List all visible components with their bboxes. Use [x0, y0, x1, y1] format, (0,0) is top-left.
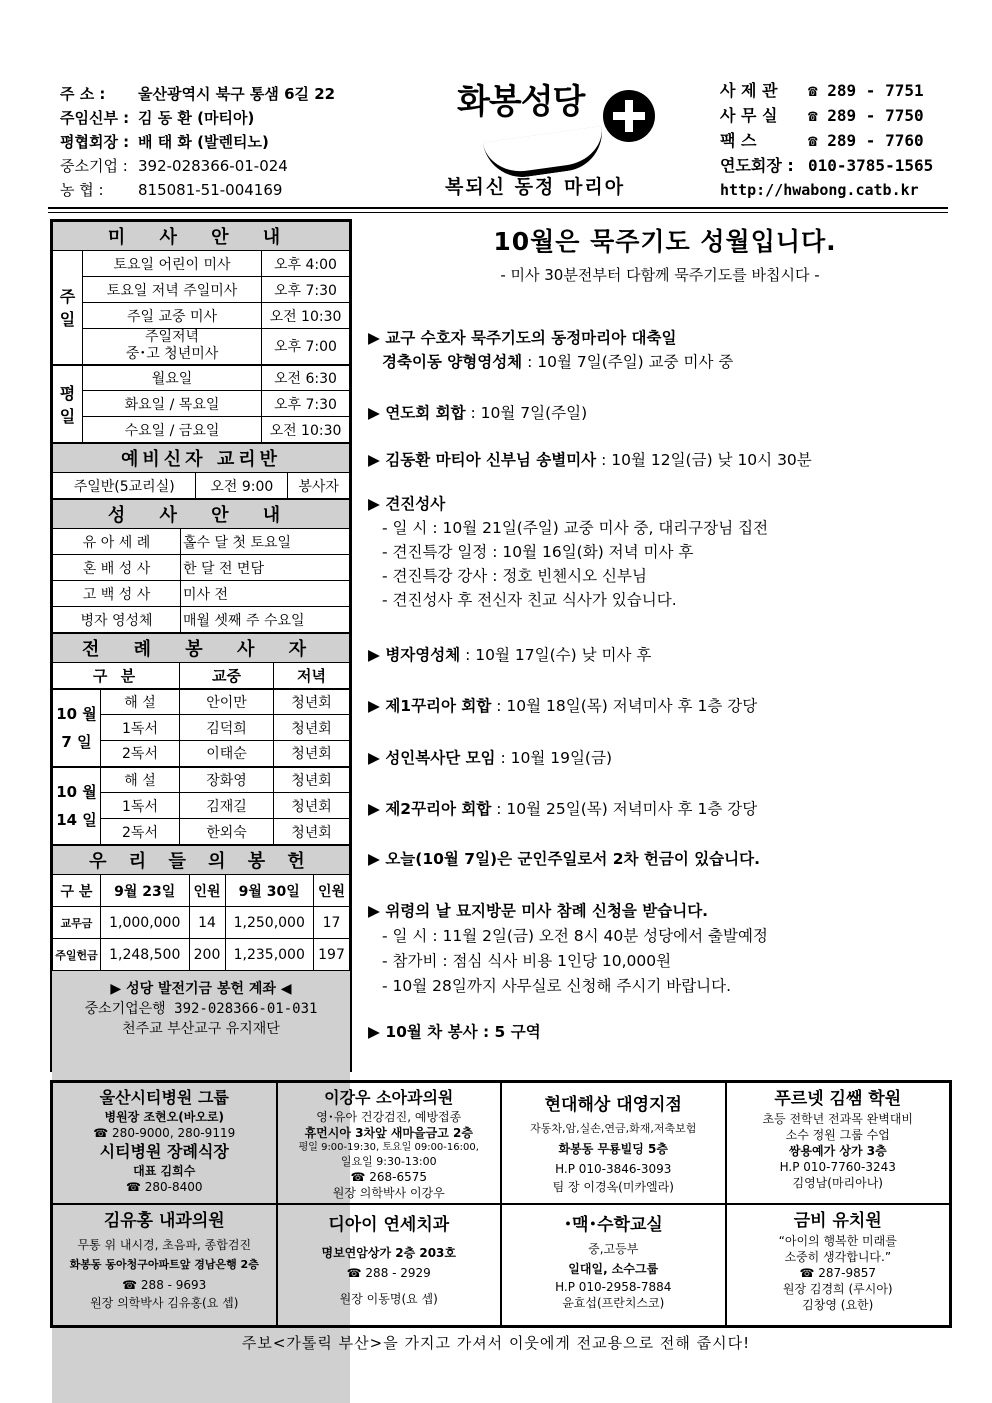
liturgy-evening: 청년회 — [274, 767, 350, 793]
ad-line: 화봉동 동아청구아파트앞 경남은행 2층 — [69, 1258, 259, 1271]
announcement-item — [368, 643, 651, 665]
liturgy-role: 1독서 — [101, 715, 180, 741]
mass-name: 주일 교중 미사 — [83, 303, 262, 329]
logo-title: 화봉성당 — [457, 82, 585, 122]
liturgy-date-month: 10 월 — [56, 704, 97, 723]
office-phone: ☎ 289 - 7750 — [808, 106, 924, 125]
offering-count: 17 — [314, 907, 350, 939]
offering-header: 인원 — [189, 875, 225, 907]
liturgy-main: 안이만 — [180, 689, 274, 715]
main-subtitle: - 미사 30분전부터 다함께 묵주기도를 바칩시다 - — [500, 266, 820, 284]
header-divider-thin — [48, 212, 948, 213]
liturgy-main: 한외숙 — [180, 819, 274, 845]
sacrament-value: 매월 셋째 주 수요일 — [181, 607, 350, 633]
item-detail: - 10월 28일까지 사무실로 신청해 주시기 바랍니다. — [382, 977, 732, 995]
ad-line: 대표 김희수 — [133, 1164, 196, 1178]
mass-title: 미 사 안 내 — [53, 222, 350, 251]
ad-line: “아이의 행복한 미래를 — [778, 1234, 897, 1248]
ad-line: 화봉동 무룡빌딩 5층 — [558, 1142, 668, 1156]
liturgy-main: 장화영 — [180, 767, 274, 793]
sacrament-value: 한 달 전 면담 — [181, 555, 350, 581]
item-heading: ▶ 교구 수호자 묵주기도의 동정마리아 대축일 — [368, 329, 677, 347]
ad-title: 김유홍 내과의원 — [103, 1211, 225, 1231]
announcement-item — [368, 746, 612, 768]
item-detail: : 10월 7일(주일) — [465, 404, 588, 422]
mass-table — [52, 221, 350, 443]
footer-note: 주보<가톨릭 부산>을 가지고 가셔서 이웃에게 전교용으로 전해 줍시다! — [241, 1334, 751, 1352]
liturgy-main: 김덕희 — [180, 715, 274, 741]
item-heading: ▶ 성인복사단 모임 — [368, 749, 496, 767]
liturgy-date-month: 10 월 — [56, 782, 97, 801]
ad-line: 김창영 (요한) — [802, 1298, 874, 1312]
ad-line: 병원장 조현오(바오로) — [104, 1110, 224, 1124]
logo-subtitle: 복되신 동정 마리아 — [445, 176, 626, 198]
liturgy-role: 1독서 — [101, 793, 180, 819]
bank2-label: 농 협 : — [60, 181, 104, 199]
ad-line: 중,고등부 — [588, 1242, 639, 1256]
ad-line: ☎ 280-9000, 280-9119 — [93, 1126, 236, 1140]
mass-time: 오전 6:30 — [262, 365, 350, 391]
parish-logo — [445, 72, 685, 202]
ad-box — [52, 1204, 277, 1326]
ad-box — [52, 1082, 277, 1204]
address: 울산광역시 북구 통샘 6길 22 — [138, 85, 336, 103]
mass-name: 월요일 — [83, 365, 262, 391]
fund-holder: 천주교 부산교구 유지재단 — [122, 1021, 280, 1037]
item-detail: - 일 시 : 10월 21일(주일) 교중 미사 중, 대리구장님 집전 — [382, 519, 769, 537]
item-heading: ▶ 김동환 마티아 신부님 송별미사 — [368, 451, 597, 469]
liturgy-col-header: 교중 — [180, 663, 274, 689]
mass-time: 오후 4:00 — [262, 251, 350, 277]
liturgy-evening: 청년회 — [274, 793, 350, 819]
liturgy-date-day: 7 일 — [61, 732, 92, 751]
item-heading: ▶ 제1꾸리아 회합 — [368, 697, 492, 715]
liturgy-evening: 청년회 — [274, 819, 350, 845]
offering-header: 구 분 — [53, 875, 101, 907]
sacraments-table — [52, 499, 350, 633]
address-label: 주 소 : — [60, 85, 106, 103]
ad-line: 영･유아 건강검진, 예방접종 — [316, 1110, 462, 1124]
item-heading: ▶ 견진성사 — [368, 495, 446, 513]
ad-title: 울산시티병원 그룹 — [99, 1088, 229, 1107]
liturgy-role: 해 설 — [101, 767, 180, 793]
offering-label: 교무금 — [53, 907, 101, 939]
council-label: 평협회장 : — [60, 133, 130, 151]
ad-title: 이강우 소아과의원 — [324, 1088, 454, 1107]
ads-grid — [50, 1080, 952, 1328]
offering-count: 14 — [189, 907, 225, 939]
ad-title: 디아이 연세치과 — [328, 1215, 450, 1235]
item-detail: - 견진성사 후 전신자 친교 식사가 있습니다. — [382, 591, 677, 609]
ad-box — [501, 1204, 726, 1326]
header-divider — [48, 207, 948, 209]
item-detail: : 10월 19일(금) — [495, 749, 612, 767]
ad-line: H.P 010-7760-3243 — [779, 1160, 896, 1174]
ad-line: 평일 9:00-19:30, 토요일 09:00-16:00, — [298, 1142, 479, 1153]
liturgy-date-day: 14 일 — [56, 810, 97, 829]
announcement-item — [368, 401, 587, 423]
offering-count: 200 — [189, 939, 225, 971]
offering-amount: 1,250,000 — [225, 907, 314, 939]
mass-name: 토요일 어린이 미사 — [83, 251, 262, 277]
offering-amount: 1,235,000 — [225, 939, 314, 971]
cross-icon — [603, 90, 655, 142]
mass-time: 오후 7:00 — [262, 329, 350, 365]
offering-header: 9월 30일 — [225, 875, 314, 907]
office-label: 사 무 실 — [720, 106, 778, 125]
announcement-item — [368, 899, 708, 921]
ad-box — [726, 1204, 951, 1326]
ad-box — [277, 1204, 502, 1326]
liturgy-role: 2독서 — [101, 819, 180, 845]
ad-box — [501, 1082, 726, 1204]
item-detail: - 일 시 : 11월 2일(금) 오전 8시 40분 성당에서 출발예정 — [382, 927, 768, 945]
sacrament-value: 미사 전 — [181, 581, 350, 607]
item-detail: : 10월 17일(수) 낮 미사 후 — [460, 646, 652, 664]
mass-time: 오후 7:30 — [262, 277, 350, 303]
parish-info — [60, 82, 360, 202]
rectory-label: 사 제 관 — [720, 81, 778, 100]
rectory-phone: ☎ 289 - 7751 — [808, 81, 924, 100]
elders-phone: 010-3785-1565 — [808, 156, 934, 175]
ad-line: ☎ 288 - 2929 — [346, 1266, 431, 1280]
ad-line: 원장 의학박사 이강우 — [332, 1186, 445, 1200]
item-detail: - 견진특강 강사 : 정호 빈첸시오 신부님 — [382, 567, 647, 585]
liturgy-evening: 청년회 — [274, 715, 350, 741]
announcement-item — [368, 847, 760, 869]
ad-title: 현대해상 대영지점 — [544, 1095, 682, 1115]
mass-name: 수요일 / 금요일 — [83, 417, 262, 443]
liturgy-date — [53, 689, 101, 767]
item-heading: ▶ 병자영성체 — [368, 646, 461, 664]
item-heading: ▶ 오늘(10월 7일)은 군인주일로서 2차 헌금이 있습니다. — [368, 850, 760, 868]
mass-name: 화요일 / 목요일 — [83, 391, 262, 417]
liturgy-role: 해 설 — [101, 689, 180, 715]
ad-title: 금비 유치원 — [793, 1211, 882, 1231]
ad-line: 김영남(마리아나) — [792, 1176, 883, 1190]
item-detail: : 10월 18일(목) 저녁미사 후 1층 강당 — [491, 697, 758, 715]
announcement-item — [368, 448, 812, 470]
mass-time: 오전 10:30 — [262, 417, 350, 443]
bank2-account: 815081-51-004169 — [138, 181, 283, 199]
ad-title: ･맥･수학교실 — [563, 1215, 663, 1235]
item-detail: - 견진특강 일정 : 10월 16일(화) 저녁 미사 후 — [382, 543, 694, 561]
fax-label: 팩 스 — [720, 131, 757, 150]
offering-header: 인원 — [314, 875, 350, 907]
announcement-item — [368, 694, 757, 716]
main-title: 10월은 묵주기도 성월입니다. — [493, 227, 837, 256]
fax-number: ☎ 289 - 7760 — [808, 131, 924, 150]
contact-info — [720, 78, 970, 203]
left-panel — [50, 219, 352, 1072]
announcements — [360, 222, 960, 1062]
item-detail: : 10월 25일(목) 저녁미사 후 1층 강당 — [491, 800, 758, 818]
ad-line: 자동차,암,실손,연금,화재,저축보험 — [530, 1122, 697, 1135]
item-detail: : 10월 12일(금) 낮 10시 30분 — [596, 451, 812, 469]
ad-line: 쌍용예가 상가 3층 — [788, 1144, 887, 1158]
announcement-item — [368, 1020, 541, 1042]
ad-line: 일요일 9:30-13:00 — [340, 1155, 437, 1168]
announcement-item — [368, 797, 757, 819]
mass-time: 오전 10:30 — [262, 303, 350, 329]
catechumen-title: 예비신자 교리반 — [53, 444, 350, 473]
offering-table — [52, 845, 350, 971]
sacrament-value: 홀수 달 첫 토요일 — [181, 529, 350, 555]
sacrament-name: 유 아 세 례 — [53, 529, 181, 555]
sacrament-name: 병자 영성체 — [53, 607, 181, 633]
ad-line: 원장 의학박사 김유홍(요 셉) — [90, 1296, 239, 1310]
catechumen-class: 주일반(5교리실) — [53, 473, 196, 499]
offering-amount: 1,000,000 — [101, 907, 190, 939]
item-heading: ▶ 10월 차 봉사 : 5 구역 — [368, 1023, 541, 1041]
ad-line: ☎ 280-8400 — [125, 1180, 203, 1194]
catechumen-leader: 봉사자 — [288, 473, 350, 499]
sunday-label: 주일 — [53, 251, 83, 365]
liturgy-title: 전 례 봉 사 자 — [53, 634, 350, 663]
catechumen-time: 오전 9:00 — [196, 473, 288, 499]
ad-line: 초등 전학년 전과목 완벽대비 — [762, 1112, 914, 1126]
liturgy-col-header: 저녁 — [274, 663, 350, 689]
ad-box — [726, 1082, 951, 1204]
liturgy-table — [52, 633, 350, 845]
announcement-item — [368, 326, 676, 348]
offering-label: 주일헌금 — [53, 939, 101, 971]
ad-title: 푸르넷 김쌤 학원 — [774, 1089, 902, 1109]
ad-line: 휴먼시아 3차앞 새마을금고 2층 — [304, 1126, 473, 1140]
item-heading: ▶ 제2꾸리아 회합 — [368, 800, 492, 818]
website-link[interactable]: http://hwabong.catb.kr — [720, 181, 919, 199]
elders-label: 연도회장 : — [720, 156, 794, 175]
liturgy-main: 김재길 — [180, 793, 274, 819]
ad-line: ☎ 288 - 9693 — [122, 1278, 207, 1292]
ad-line: H.P 010-3846-3093 — [555, 1162, 672, 1176]
liturgy-main: 이태순 — [180, 741, 274, 767]
announcement-item — [382, 350, 733, 372]
ad-line: 일대일, 소수그룹 — [568, 1262, 659, 1276]
ad-line: 명보연암상가 2층 203호 — [321, 1246, 456, 1260]
mass-name-line2: 중･고 청년미사 — [125, 346, 219, 363]
ad-box — [277, 1082, 502, 1204]
ad-title: 시티병원 장례식장 — [99, 1142, 229, 1161]
ad-line: ☎ 268-6575 — [350, 1170, 428, 1184]
liturgy-evening: 청년회 — [274, 689, 350, 715]
catechumen-table — [52, 443, 350, 499]
item-heading: ▶ 연도회 회합 — [368, 404, 466, 422]
priest-name: 김 동 환 (마티아) — [138, 109, 255, 127]
ad-line: 무통 위 내시경, 초음파, 종합검진 — [77, 1238, 252, 1252]
bank1-account: 392-028366-01-024 — [138, 157, 288, 175]
offering-amount: 1,248,500 — [101, 939, 190, 971]
mass-name-line1: 주일저녁 — [144, 329, 200, 346]
ad-line: 팀 장 이경옥(미카엘라) — [552, 1180, 674, 1194]
item-detail: - 참가비 : 점심 식사 비용 1인당 10,000원 — [382, 952, 672, 970]
fund-title: ▶ 성당 발전기금 봉헌 계좌 ◀ — [110, 981, 292, 997]
council-name: 배 태 화 (발렌티노) — [138, 133, 269, 151]
ad-line: 원장 이동명(요 셉) — [339, 1292, 438, 1306]
liturgy-evening: 청년회 — [274, 741, 350, 767]
mass-name — [83, 329, 262, 365]
fund-account: 중소기업은행 392-028366-01-031 — [84, 1001, 318, 1017]
liturgy-date — [53, 767, 101, 845]
sacraments-title: 성 사 안 내 — [53, 500, 350, 529]
ad-line: 소중히 생각합니다.” — [784, 1250, 892, 1264]
ad-line: 윤효섭(프란치스코) — [562, 1296, 665, 1310]
mass-name: 토요일 저녁 주일미사 — [83, 277, 262, 303]
weekday-label: 평일 — [53, 365, 83, 443]
ad-line: H.P 010-2958-7884 — [555, 1280, 672, 1294]
priest-label: 주임신부 : — [60, 109, 130, 127]
mass-time: 오후 7:30 — [262, 391, 350, 417]
item-heading: 경축이동 양형영성체 — [382, 353, 523, 371]
offering-count: 197 — [314, 939, 350, 971]
ad-line: 원장 김경희 (루시아) — [782, 1282, 893, 1296]
sacrament-name: 혼 배 성 사 — [53, 555, 181, 581]
item-heading: ▶ 위령의 날 묘지방문 미사 참례 신청을 받습니다. — [368, 902, 709, 920]
announcement-item — [368, 492, 445, 514]
item-detail: : 10월 7일(주일) 교중 미사 중 — [522, 353, 734, 371]
offering-title: 우 리 들 의 봉 헌 — [53, 846, 350, 875]
liturgy-role: 2독서 — [101, 741, 180, 767]
bank1-label: 중소기업 : — [60, 157, 128, 175]
ad-line: 소수 정원 그룹 수업 — [785, 1128, 890, 1142]
sacrament-name: 고 백 성 사 — [53, 581, 181, 607]
offering-header: 9월 23일 — [101, 875, 190, 907]
liturgy-col-header: 구 분 — [53, 663, 180, 689]
ad-line: ☎ 287-9857 — [799, 1266, 877, 1280]
